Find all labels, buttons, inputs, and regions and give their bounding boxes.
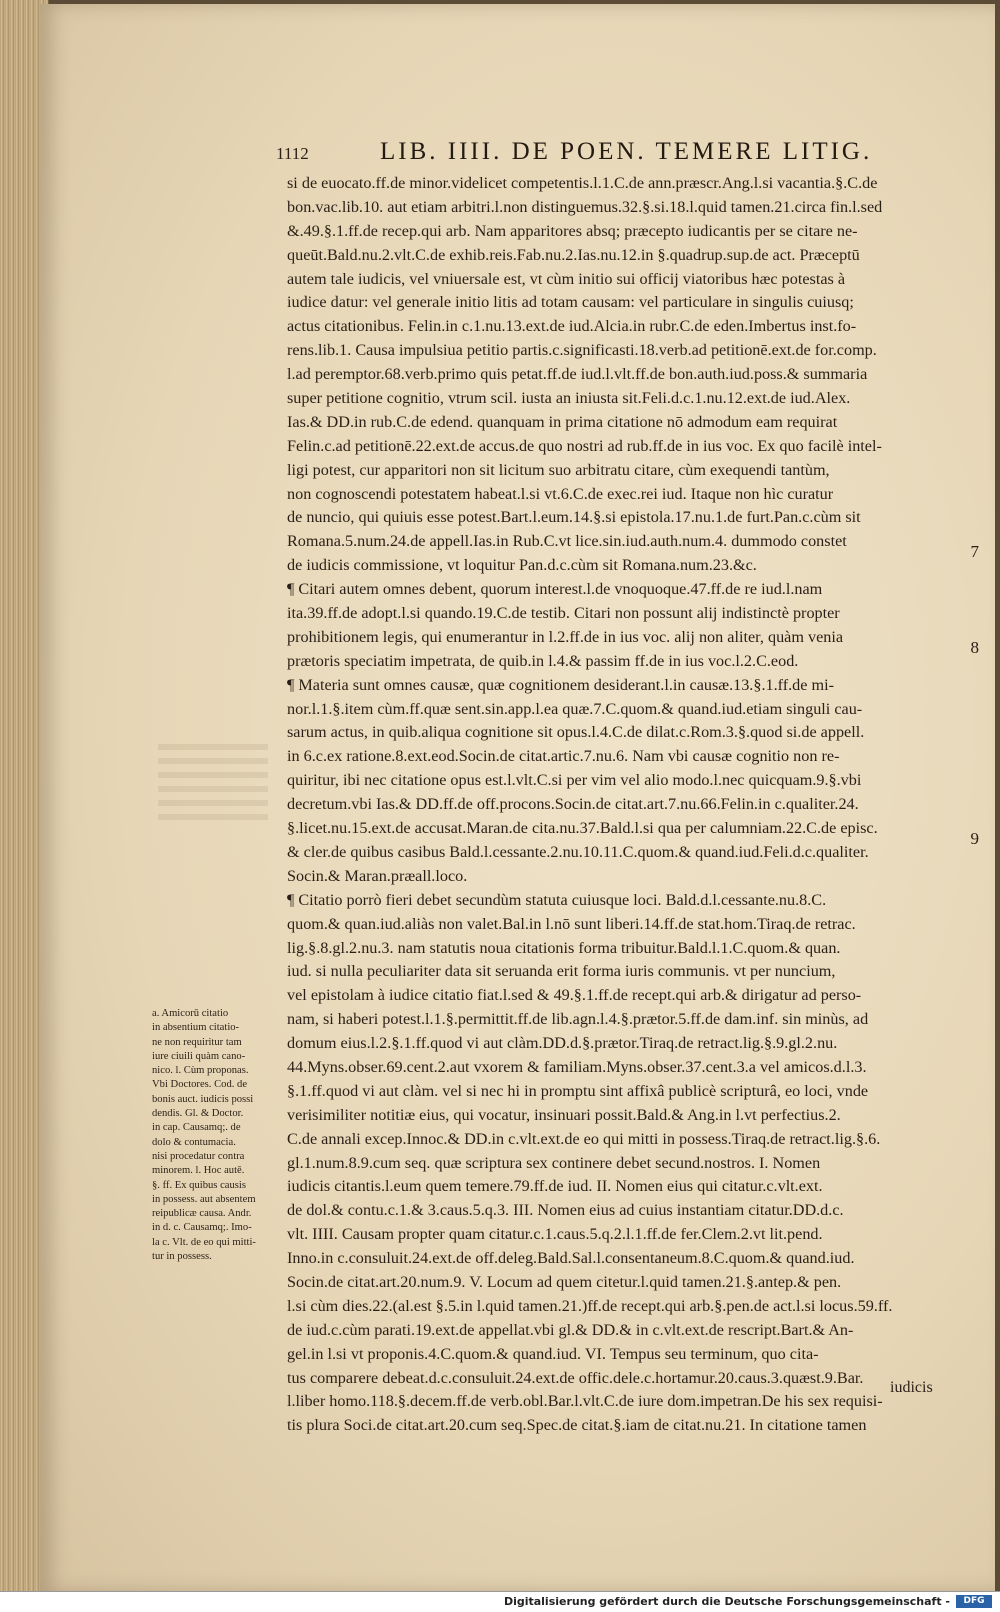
text-line: super petitione cognitio, vtrum scil. iusta an iniusta sit.Feli.d.c.1.nu.12.ext.de iud.Alex.: [287, 389, 851, 408]
text-line: l.liber homo.118.§.decem.ff.de verb.obl.Bar.l.vlt.C.de iure dom.impetran.De his sex requisi-: [287, 1392, 883, 1411]
text-line: verisimiliter notitiæ eius, qui vocatur, insinuari possit.Bald.& Ang.in l.vt perfectius.2.: [287, 1105, 841, 1124]
text-line: autem tale iudicis, vel vniuersale est, vt cùm initio sui officij viatoribus hæc potestas à: [287, 269, 846, 288]
text-line: Felin.c.ad petitionē.22.ext.de accus.de quo nostri ad rub.ff.de in ius voc. Ex quo facilè intel-: [287, 436, 882, 455]
footer-bar: [0, 1591, 1000, 1612]
sidenote-line: in d. c. Causamq;. Imo-: [152, 1222, 252, 1234]
sidenote-line: nisi procedatur contra: [152, 1150, 245, 1162]
text-line: C.de annali excep.Innoc.& DD.in c.vlt.ext.de eo qui mitti in possess.Tiraq.de retract.lig.§.6.: [287, 1129, 881, 1148]
bleed-through-shadow: [158, 744, 268, 824]
text-line: ¶ Citari autem omnes debent, quorum interest.l.de vnoquoque.47.ff.de re iud.l.nam: [287, 580, 823, 599]
text-line: quom.& quan.iud.aliàs non valet.Bal.in l.nō sunt liberi.14.ff.de stat.hom.Tiraq.de retrac.: [287, 914, 856, 933]
text-line: queūt.Bald.nu.2.vlt.C.de exhib.reis.Fab.nu.2.Ias.nu.12.in §.quadrup.sup.de act. Præceptū: [287, 245, 860, 264]
text-line: Socin.de citat.art.20.num.9. V. Locum ad quem citetur.l.quid tamen.21.§.antep.& pen.: [287, 1272, 842, 1291]
text-line: de nuncio, qui quiuis esse potest.Bart.l.eum.14.§.si epistola.17.nu.1.de furt.Pan.c.cùm sit: [287, 508, 861, 527]
footer-funding-text: Digitalisierung gefördert durch die Deutsche Forschungsgemeinschaft -: [503, 1595, 950, 1608]
text-line: quiritur, ibi nec citatione opus est.l.vlt.C.si per vim vel alio modo.l.nec quicquam.9.§.vbi: [287, 771, 862, 790]
sidenote-line: in absentium citatio-: [152, 1022, 240, 1034]
text-line: sarum actus, in quib.aliqua cognitione sit opus.l.4.C.de dilat.c.Rom.3.§.quod si.de appell.: [287, 723, 865, 742]
page-number: 1112: [276, 144, 309, 163]
text-line: non cognoscendi potestatem habeat.l.si vt.6.C.de exec.rei iud. Itaque non hìc curatur: [287, 484, 834, 503]
marginal-note: [152, 1007, 284, 1264]
text-line: &.49.§.1.ff.de recep.qui arb. Nam apparitores absq; præcepto iudicantis per se citare ne-: [287, 221, 858, 240]
sidenote-line: la c. Vlt. de eo qui mitti-: [152, 1236, 256, 1248]
sidenote-line: nico. l. Cùm proponas.: [152, 1065, 249, 1077]
sidenote-line: ne non requiritur tam: [152, 1036, 242, 1048]
text-line: prohibitionem legis, qui enumerantur in l.2.ff.de in ius voc. alij non aliter, quàm venia: [287, 627, 844, 646]
text-line: l.ad peremptor.68.verb.primo quis petat.ff.de iud.l.vlt.ff.de bon.auth.iud.poss.& summaria: [287, 365, 868, 384]
margin-number-8: 8: [970, 638, 979, 657]
sidenote-line: §. ff. Ex quibus causis: [152, 1179, 246, 1191]
text-line: Romana.5.num.24.de appell.Ias.in Rub.C.vt lice.sin.iud.auth.num.4. dummodo constet: [287, 532, 847, 551]
text-line: Ias.& DD.in rub.C.de edend. quanquam in prima citatione nō admodum eam requirat: [287, 412, 838, 431]
text-line: rens.lib.1. Causa impulsiua petitio partis.c.significasti.18.verb.ad petitionē.ext.de for.comp.: [287, 341, 877, 360]
dfg-logo: DFG: [956, 1595, 992, 1608]
sidenote-line: in possess. aut absentem: [152, 1193, 256, 1205]
text-line: §.licet.nu.15.ext.de accusat.Maran.de cita.nu.37.Bald.l.si qua per calumniam.22.C.de episc.: [287, 819, 878, 838]
text-line: bon.vac.lib.10. aut etiam arbitri.l.non distinguemus.32.§.si.18.l.quid tamen.21.circa fin.l.sed: [287, 197, 883, 216]
text-line: tis plura Soci.de citat.art.20.cum seq.Spec.de citat.§.iam de citat.nu.21. In citatione tamen: [287, 1416, 867, 1435]
text-line: iudice datur: vel generale initio litis ad totam causam: vel particulare in singulis cuiusq;: [287, 293, 854, 312]
sidenote-line: minorem. l. Hoc autē.: [152, 1165, 245, 1177]
catchword: iudicis: [890, 1379, 933, 1396]
text-line: l.si cùm dies.22.(al.est §.5.in l.quid tamen.21.)ff.de recept.qui arb.§.pen.de act.l.si locus.59.ff.: [287, 1296, 893, 1315]
sidenote-line: dendis. Gl. & Doctor.: [152, 1108, 244, 1120]
text-line: ita.39.ff.de adopt.l.si quando.19.C.de testib. Citari non possunt alij indistinctè propter: [287, 604, 840, 623]
margin-number-7: 7: [970, 542, 979, 561]
text-line: in 6.c.ex ratione.8.ext.eod.Socin.de citat.artic.7.nu.6. Nam vbi causæ cognitio non re-: [287, 747, 840, 766]
sidenote-line: Vbi Doctores. Cod. de: [152, 1079, 248, 1091]
text-line: iud. si nulla peculiariter data sit seruanda erit forma iuris communis. vt per nuncium,: [287, 962, 836, 981]
text-line: tus comparere debeat.d.c.consuluit.24.ext.de offic.dele.c.hortamur.20.caus.3.quæst.9.Bar.: [287, 1368, 864, 1387]
sidenote-line: reipublicæ causa. Andr.: [152, 1208, 252, 1220]
text-line: de iud.c.cùm parati.19.ext.de appellat.vbi gl.& DD.& in c.vlt.ext.de rescript.Bart.& An-: [287, 1320, 854, 1339]
text-line: §.1.ff.quod vi aut clàm. vel si nec hi in promptu sint affixâ publicè scripturâ, eo loci, vnde: [287, 1081, 869, 1100]
sidenote-line: in cap. Causamq;. de: [152, 1122, 241, 1134]
main-text-block: [287, 172, 967, 1438]
text-line: si de euocato.ff.de minor.videlicet competentis.l.1.C.de ann.præscr.Ang.l.si vacantia.§.C.de: [287, 174, 878, 192]
sidenote-line: bonis auct. iudicis possi: [152, 1093, 254, 1105]
running-head: [276, 138, 876, 168]
sidenote-line: tur in possess.: [152, 1251, 212, 1263]
text-line: ¶ Materia sunt omnes causæ, quæ cognitionem desiderant.l.in causæ.13.§.1.ff.de mi-: [287, 675, 834, 694]
text-line: gl.1.num.8.9.cum seq. quæ scriptura sex continere debet secund.nostros. I. Nomen: [287, 1153, 821, 1172]
running-head-title: LIB. IIII. DE POEN. TEMERE LITIG.: [380, 138, 873, 165]
text-line: gel.in l.si vt proponis.4.C.quom.& quand.iud. VI. Tempus seu terminum, quo cita-: [287, 1344, 819, 1363]
text-line: de dol.& contu.c.1.& 3.caus.5.q.3. III. Nomen eius ad cuius instantiam citatur.DD.d.c.: [287, 1201, 844, 1220]
text-line: nor.l.1.§.item cùm.ff.quæ sent.sin.app.l.ea quæ.7.C.quom.& quand.iud.etiam singuli cau-: [287, 699, 863, 718]
text-line: ligi potest, cur apparitori non sit licitum suo arbitratu citare, cùm exequendi tantùm,: [287, 460, 830, 479]
text-line: & cler.de quibus casibus Bald.l.cessante.2.nu.10.11.C.quom.& quand.iud.Feli.d.c.qualiter.: [287, 842, 869, 861]
text-line: iudicis citantis.l.eum quem temere.79.ff.de iud. II. Nomen eius qui citatur.c.vlt.ext.: [287, 1177, 823, 1196]
text-line: nam, si haberi potest.l.1.§.permittit.ff.de lib.agn.l.4.§.prætor.5.ff.de dam.inf. sin minùs, ad: [287, 1010, 869, 1029]
text-line: 44.Myns.obser.69.cent.2.aut vxorem & familiam.Myns.obser.37.cent.3.a vel amicos.d.l.3.: [287, 1057, 867, 1076]
text-line: decretum.vbi Ias.& DD.ff.de off.procons.Socin.de citat.art.7.nu.66.Felin.in c.qualiter.24.: [287, 795, 859, 814]
sidenote-line: a. Amicorū citatio: [152, 1008, 229, 1019]
margin-number-9: 9: [970, 829, 979, 848]
sidenote-line: iure ciuili quàm cano-: [152, 1050, 246, 1062]
text-line: Inno.in c.consuluit.24.ext.de off.deleg.Bald.Sal.l.consentaneum.8.C.quom.& quand.iud.: [287, 1249, 855, 1268]
text-line: domum eius.l.2.§.1.ff.quod vi aut clàm.DD.d.§.prætor.Tiraq.de retract.lig.§.9.gl.2.nu.: [287, 1034, 838, 1053]
sidenote-line: dolo & contumacia.: [152, 1136, 236, 1148]
text-line: prætoris speciatim impetrata, de quib.in l.4.& passim ff.de in ius voc.l.2.C.eod.: [287, 651, 799, 670]
text-line: ¶ Citatio porrò fieri debet secundùm statuta cuiusque loci. Bald.d.l.cessante.nu.8.C.: [287, 890, 827, 909]
text-line: de iudicis commissione, vt loquitur Pan.d.c.cùm sit Romana.num.23.&c.: [287, 556, 757, 575]
text-line: vlt. IIII. Causam propter quam citatur.c.1.caus.5.q.2.l.1.ff.de fer.Clem.2.vt lit.pend.: [287, 1225, 823, 1244]
text-line: Socin.& Maran.præall.loco.: [287, 866, 468, 885]
text-line: actus citationibus. Felin.in c.1.nu.13.ext.de iud.Alcia.in rubr.C.de eden.Imbertus inst.fo-: [287, 317, 857, 336]
book-page: [40, 4, 995, 1592]
text-line: vel epistolam à iudice citatio fiat.l.sed & 49.§.1.ff.de recept.qui arb.& dirigatur ad perso-: [287, 986, 862, 1005]
text-line: lig.§.8.gl.2.nu.3. nam statutis noua citationis forma tribuitur.Bald.l.1.C.quom.& quan.: [287, 938, 841, 957]
